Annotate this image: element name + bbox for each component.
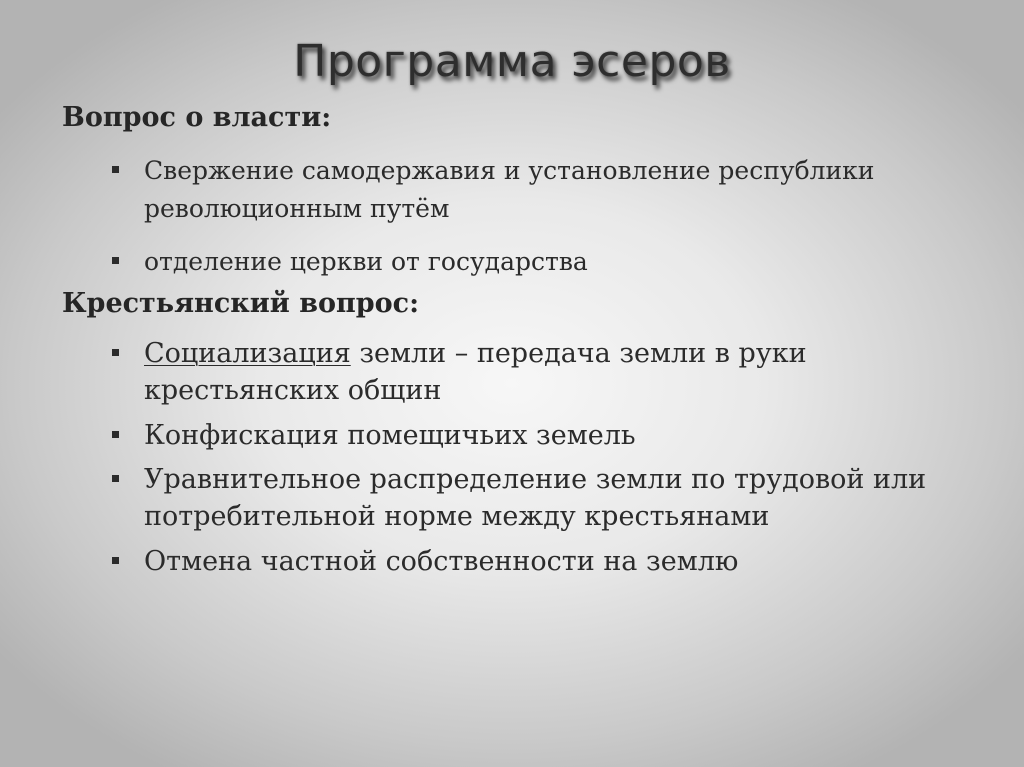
section-heading-power: Вопрос о власти: <box>62 102 332 133</box>
slide-title: Программа эсеров <box>293 36 731 87</box>
list-item-text: Уравнительное распределение земли по трудовой или потребительной норме между крестьянами <box>144 464 927 532</box>
list-item-text-rest: земли – передача земли в руки крестьянских общин <box>144 338 807 406</box>
underlined-term: Социализация <box>144 338 351 369</box>
square-bullet-icon <box>112 166 119 173</box>
list-item-text: Конфискация помещичьих земель <box>144 420 636 451</box>
list-item-text: Свержение самодержавия и установление республики революционным путём <box>144 156 875 223</box>
list-item-text: Отмена частной собственности на землю <box>144 546 739 577</box>
list-item-text <box>144 335 974 409</box>
list-item-text: отделение церкви от государства <box>144 247 588 276</box>
square-bullet-icon <box>112 431 119 438</box>
section-heading-peasant: Крестьянский вопрос: <box>62 288 420 319</box>
square-bullet-icon <box>112 257 119 264</box>
square-bullet-icon <box>112 349 119 356</box>
square-bullet-icon <box>112 475 119 482</box>
square-bullet-icon <box>112 557 119 564</box>
